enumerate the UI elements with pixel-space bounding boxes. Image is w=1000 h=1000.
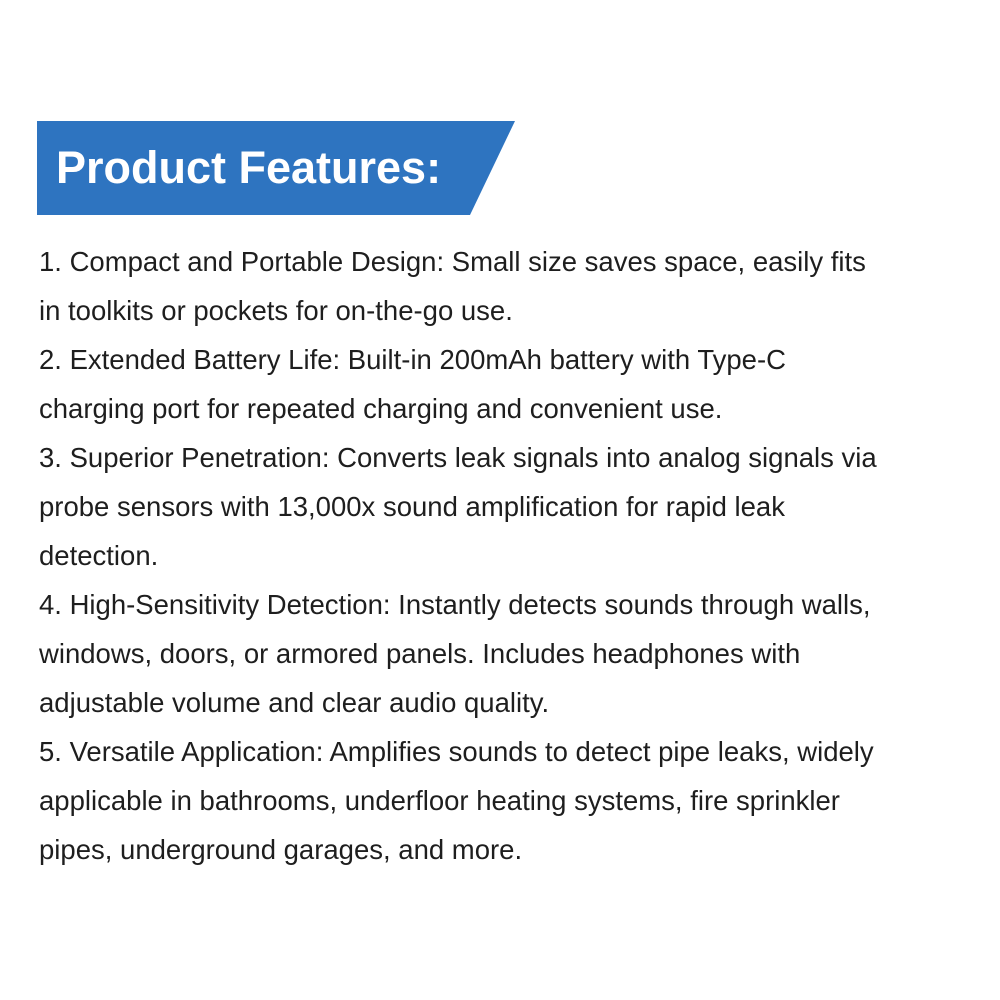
feature-item-sensitivity [39,580,969,727]
section-header-banner [37,121,515,215]
feature-text-line: 3. Superior Penetration: Converts leak signals into analog signals via [39,442,877,473]
feature-item-application [39,727,969,874]
feature-text-line: detection. [39,540,159,571]
feature-text-line: windows, doors, or armored panels. Includes headphones with [39,638,801,669]
feature-text-line: applicable in bathrooms, underfloor heating systems, fire sprinkler [39,785,840,816]
feature-text-line: 4. High-Sensitivity Detection: Instantly detects sounds through walls, [39,589,871,620]
feature-item-compact-design [39,237,969,335]
feature-item-battery-life [39,335,969,433]
feature-text-line: 5. Versatile Application: Amplifies sounds to detect pipe leaks, widely [39,736,874,767]
feature-text-line: charging port for repeated charging and convenient use. [39,393,723,424]
feature-text-line: adjustable volume and clear audio quality. [39,687,550,718]
feature-text-line: 2. Extended Battery Life: Built-in 200mAh battery with Type-C [39,344,786,375]
feature-text-line: pipes, underground garages, and more. [39,834,523,865]
feature-item-penetration [39,433,969,580]
feature-text-line: in toolkits or pockets for on-the-go use. [39,295,513,326]
feature-list [39,237,969,874]
section-title: Product Features: [56,142,442,193]
feature-text-line: probe sensors with 13,000x sound amplification for rapid leak [39,491,785,522]
feature-text-line: 1. Compact and Portable Design: Small size saves space, easily fits [39,246,866,277]
